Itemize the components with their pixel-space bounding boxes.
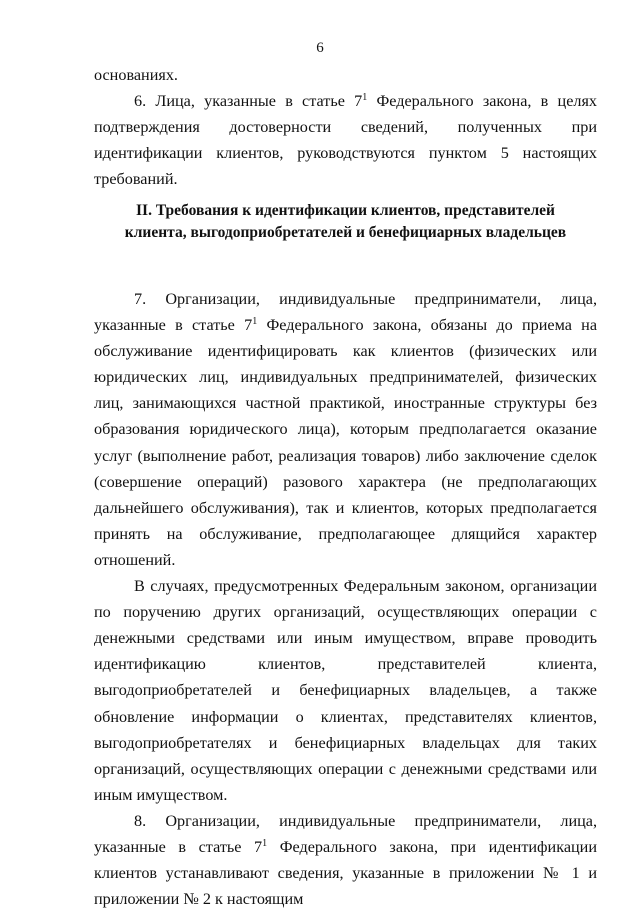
paragraph-8 xyxy=(94,808,597,912)
paragraph-8-superscript: 1 xyxy=(262,837,268,849)
body-text-block xyxy=(94,286,597,912)
paragraph-6 xyxy=(94,88,597,192)
paragraph-cases: В случаях, предусмотренных Федеральным законом, организации по поручению других организаций, осуществляющих операции с денежными средствами или иным имуществом, вправе проводить идентификацию клиентов, представителей клиента, выгодоприобретателей и бенефициарных владельцев, а также обновление информации о клиентах, представителях клиентов, выгодоприобретателях и бенефициарных владельцах для таких организаций, осуществляющих операции с денежными средствами или иным имуществом. xyxy=(94,577,597,804)
section-heading-line-1: II. Требования к идентификации клиентов, представителей xyxy=(136,202,555,219)
paragraph-7 xyxy=(94,286,597,573)
paragraph-7-start: 7. Организации, индивидуальные предприниматели, лица, указанные в статье 7 xyxy=(94,290,597,335)
paragraph-6-superscript: 1 xyxy=(362,92,368,104)
section-heading-line-2: клиента, выгодоприобретателей и бенефициарных владельцев xyxy=(124,224,567,241)
paragraph-6-rest: Федерального закона, в целях подтверждения достоверности сведений, полученных при идентификации клиентов, руководствуются пунктом 5 настоящих требований. xyxy=(94,92,597,189)
top-text-block xyxy=(94,62,597,192)
paragraph-7-rest: Федерального закона, обязаны до приема на обслуживание идентифицировать как клиентов (физических или юридических лиц, индивидуальных предпринимателей, физических лиц, занимающихся частной практикой, иностранные структуры без образования юридического лица), которым предполагается оказание услуг (выполнение работ, реализация товаров) либо заключение сделок (совершение операций) разового характера (не предполагающих дальнейшего обслуживания), так и клиентов, которых предполагается принять на обслуживание, предполагающее длящийся характер отношений. xyxy=(94,316,597,569)
paragraph-continuation: основаниях. xyxy=(94,66,178,84)
paragraph-8-start: 8. Организации, индивидуальные предприниматели, лица, указанные в статье 7 xyxy=(94,811,597,856)
paragraph-8-rest: Федерального закона, при идентификации клиентов устанавливают сведения, указанные в приложении № 1 и приложении № 2 к настоящим xyxy=(94,837,598,909)
paragraph-6-start: 6. Лица, указанные в статье 7 xyxy=(134,92,363,111)
page-number: 6 xyxy=(316,40,324,56)
section-heading xyxy=(94,200,597,244)
paragraph-7-superscript: 1 xyxy=(252,316,258,328)
